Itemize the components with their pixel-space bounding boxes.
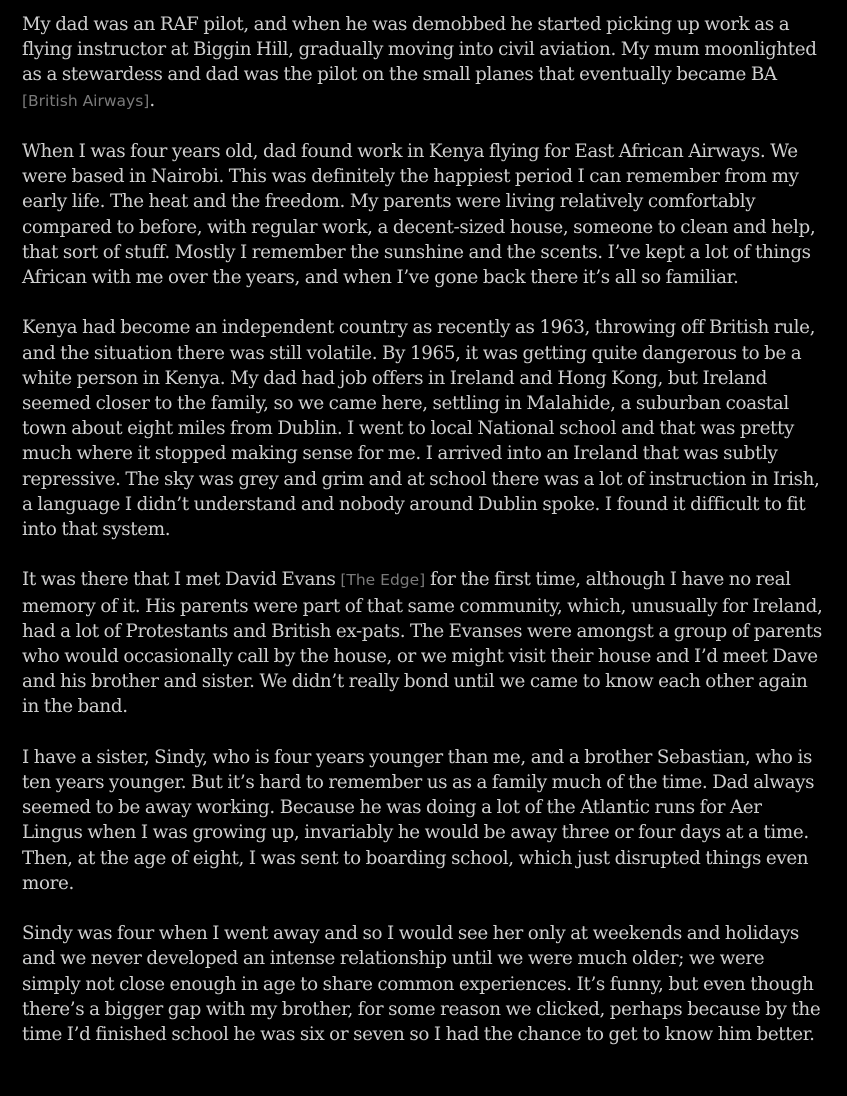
annotation-british-airways: [British Airways]	[22, 91, 150, 110]
paragraph-2	[22, 139, 827, 290]
paragraph-5-text: I have a sister, Sindy, who is four years younger than me, and a brother Sebastian, who is ten years younger. But it’s hard to remember us as a family much of the time. Dad always seemed to be away working. Because he was doing a lot of the Atlantic runs for Aer Lingus when I was growing up, invariably he would be away three or four days at a time. Then, at the age of eight, I was sent to boarding school, which just disrupted things even more.	[22, 746, 815, 894]
annotation-the-edge: [The Edge]	[340, 571, 426, 590]
paragraph-6-text: Sindy was four when I went away and so I would see her only at weekends and holidays and we never developed an intense relationship until we were much older; we were simply not close enough in age to share common experiences. It’s funny, but even though there’s a bigger gap with my brother, for some reason we clicked, perhaps because by the time I’d finished school he was six or seven so I had the chance to get to know him better.	[22, 923, 821, 1046]
paragraph-3-text: Kenya had become an independent country as recently as 1963, throwing off British rule, and the situation there was still volatile. By 1965, it was getting quite dangerous to be a white person in Kenya. My dad had job offers in Ireland and Hong Kong, but Ireland seemed closer to the family, so we came here, settling in Malahide, a suburban coastal town about eight miles from Dublin. I went to local National school and that was pretty much where it stopped making sense for me. I arrived into an Ireland that was subtly repressive. The sky was grey and grim and at school there was a lot of instruction in Irish, a language I didn’t understand and nobody around Dublin spoke. I found it difficult to fit into that system.	[22, 317, 820, 541]
paragraph-1	[22, 12, 827, 114]
document-body	[22, 12, 827, 1072]
paragraph-3	[22, 315, 827, 542]
paragraph-1-text: My dad was an RAF pilot, and when he was demobbed he started picking up work as a flying instructor at Biggin Hill, gradually moving into civil aviation. My mum moonlighted as a stewardess and dad was the pilot on the small planes that eventually became BA	[22, 14, 817, 86]
paragraph-6	[22, 921, 827, 1047]
paragraph-2-text: When I was four years old, dad found work in Kenya flying for East African Airways. We were based in Nairobi. This was definitely the happiest period I can remember from my early life. The heat and the freedom. My parents were living relatively comfortably compared to before, with regular work, a decent-sized house, someone to clean and help, that sort of stuff. Mostly I remember the sunshine and the scents. I’ve kept a lot of things African with me over the years, and when I’ve gone back there it’s all so familiar.	[22, 141, 816, 289]
paragraph-1-text-end: .	[149, 89, 155, 111]
paragraph-4-text: It was there that I met David Evans	[22, 569, 341, 591]
paragraph-4-text-end: for the first time, although I have no real memory of it. His parents were part of that same community, which, unusually for Ireland, had a lot of Protestants and British ex-pats. The Evanses were amongst a group of parents who would occasionally call by the house, or we might visit their house and I’d meet Dave and his brother and sister. We didn’t really bond until we came to know each other again in the band.	[22, 569, 823, 718]
paragraph-5	[22, 745, 827, 896]
paragraph-4	[22, 567, 827, 719]
